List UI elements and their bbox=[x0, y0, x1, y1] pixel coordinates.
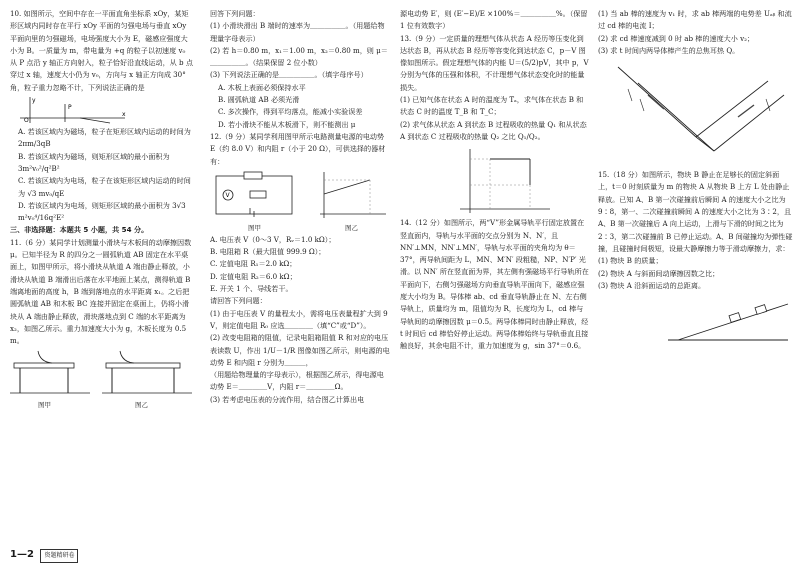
q12-prompt: 请回答下列问题： bbox=[210, 296, 267, 306]
q11-option-b: B. 圆弧轨道 AB 必须光滑 bbox=[218, 95, 300, 105]
q11-part-1: (1) 小滑块滑出 B 端时的速率为＿＿＿＿＿。（用题给物理量字母表示） bbox=[210, 21, 385, 43]
figure-q14-rails bbox=[598, 59, 793, 167]
column-1 bbox=[10, 8, 193, 411]
figure-q10-axes bbox=[10, 96, 193, 124]
q12-part-1: (1) 由于电压表 V 的量程太小，需将电压表量程扩大到 9 V，则定值电阻 R₀ 应选＿＿＿＿（填“C”或“D”）。 bbox=[210, 308, 388, 330]
equipment-d: D. 定值电阻 R₂＝6.0 kΩ； bbox=[210, 271, 297, 281]
brand-label: 资题精研卷 bbox=[40, 549, 78, 563]
q11-part-3: (3) 下列说法正确的是＿＿＿＿＿。（填字母序号） bbox=[210, 70, 368, 80]
column-3 bbox=[400, 8, 590, 353]
q13-pv-diagram bbox=[400, 145, 590, 215]
page-footer bbox=[10, 549, 78, 563]
svg-text:y: y bbox=[32, 97, 36, 105]
option-10b: B. 若该区域内为磁场，则矩形区域的最小面积为 3m²v₀²/q²B² bbox=[18, 151, 170, 173]
figure-q12 bbox=[210, 170, 390, 232]
q12-part-2: (2) 改变电阻箱的阻值，记录电阻箱阻值 R 和对应的电压表读数 U，作出 1/U－1/R 图像如图乙所示，则电源的电动势 E 和内阻 r 分别为＿＿＿， bbox=[210, 333, 390, 367]
question-15: 15.（18 分）如图所示，物块 B 静止在足够长的固定斜面上，t＝0 时刻质量为 m 的物块 A 从物块 B 上方 L 处由静止释放。已知 A、B 第一次碰撞前后瞬间 A 的速度大小之比为 9∶8，第一、二次碰撞前瞬间 A 的速度大小之比为 3∶2，且 A、B 第一次碰撞后 A 向上运动，上滑与下滑的时间之比为 2∶3，第二次碰撞前 B 已停止运动。A、B 间碰撞均为弹性碰撞，且碰撞时间极短，设最大静摩擦力等于滑动摩擦力，求： bbox=[598, 170, 793, 253]
question-12: 12.（9 分）某同学利用图甲所示电路测量电源的电动势 E（约 8.0 V）和内阻 r（小于 20 Ω），可供选择的器材有： bbox=[210, 131, 386, 166]
figure-caption-a: 图甲 bbox=[38, 401, 51, 410]
question-13: 13.（9 分）一定质量的理想气体从状态 A 经历等压变化到达状态 B，再从状态 B 经历等容变化到达状态 C，p－V 图像如图所示。假定理想气体的内能 U＝(5/2)pV，其中 p，V 分别为气体的压强和体积，不计理想气体状态变化时的能量损失。 bbox=[400, 33, 589, 92]
equipment-a: A. 电压表 V（0～3 V，Rᵥ＝1.0 kΩ）； bbox=[210, 234, 336, 244]
figure-caption-b: 图乙 bbox=[135, 401, 148, 410]
option-10d: D. 若该区域内为电场，则矩形区域的最小面积为 3√3 m²v₀⁴/16q²E² bbox=[18, 200, 186, 223]
page-number: 1—2 bbox=[10, 549, 34, 560]
q15-part-3: (3) 物块 A 沿斜面运动的总距离。 bbox=[598, 280, 706, 290]
q15-part-1: (1) 物块 B 的质量； bbox=[598, 256, 663, 266]
equipment-c: C. 定值电阻 R₁＝2.0 kΩ； bbox=[210, 259, 297, 269]
svg-text:O: O bbox=[24, 117, 29, 125]
q11-prompt: 回答下列问题： bbox=[210, 9, 260, 18]
q12-circuit-and-graph bbox=[210, 170, 390, 222]
q12-part-3: (3) 若考虑电压表的分流作用，结合图乙计算出电 bbox=[210, 394, 365, 404]
q11-option-a: A. 木板上表面必须保持水平 bbox=[218, 82, 306, 92]
q11-part-2: (2) 若 h＝0.80 m，x₁＝1.00 m，x₂＝0.80 m，则 μ＝＿＿＿＿＿。（结果保留 2 位小数） bbox=[210, 45, 388, 68]
q15-incline-diagram bbox=[598, 294, 793, 344]
question-14: 14.（12 分）如图所示，两“V”形金属导轨平行固定放置在竖直面内，导轨与水平面的交点分别为 N、N′，且 NN′⊥MN，NN′⊥MN′，导轨与水平面的夹角均为 θ＝37°，两导轨间距为 L，MN、M′N′ 段粗糙，NP、N′P′ 光滑。以 NN′ 所在竖直面为界，其左侧有强磁场平行导轨所在平面向下，右侧匀强磁场方向垂直导轨平面向下，磁感应强度大小均为 B。导体棒 ab、cd 垂直导轨静止在 N、左右侧导轨上，质量均为 m，阻值均为 R，长度均为 L，cd 棒与导轨间的动摩擦因数 μ＝0.5。两导体棒同时由静止释放，经 t 时间后 cd 棒恰好停止运动。两导体棒始终与导轨垂直且接触良好，其余电阻不计，重力加速度为 g，sin 37°＝0.6。 bbox=[400, 218, 589, 351]
option-10c: C. 若该区域内为电场，粒子在该矩形区域内运动的时间为 √3 mv₀/qE bbox=[18, 176, 191, 198]
column-2 bbox=[210, 8, 390, 406]
q14-part-1: (1) 当 ab 棒的速度为 v₁ 时，求 ab 棒两端的电势差 Uₐᵦ 和流过 cd 棒的电流 I； bbox=[598, 9, 792, 31]
q14-part-2: (2) 求 cd 棒速度减到 0 时 ab 棒的速度大小 v₂； bbox=[598, 33, 755, 43]
q13-part-2: (2) 求气体从状态 A 到状态 B 过程吸收的热量 Q₁ 和从状态 A 到状态 C 过程吸收的热量 Q₂ 之比 Q₁/Q₂。 bbox=[400, 119, 587, 141]
question-10: 10. 如图所示，空间中存在一平面直角坐标系 xOy，某矩形区域内同时存在平行 xOy 平面的匀强电场与垂直 xOy 平面向里的匀强磁场，电场强度大小为 E，磁感应强度大小为 B。一质量为 m，带电量为 +q 的粒子以初速度 v₀ 从 P 点沿 y 轴正方向射入，粒子恰好沿直线运动，从 b 点穿过 x 轴，速度大小仍为 v₀，方向与 x 轴正方向成 30° 角，粒子重力忽略不计，下列说法正确的是 bbox=[10, 9, 193, 92]
question-11: 11.（6 分）某同学计划测量小滑块与木板间的动摩擦因数 μ。已知半径为 R 的四分之一圆弧轨道 AB 固定在水平桌面上，如图甲所示，将小滑块从轨道 A 端由静止释放，小滑块从轨道 B 端滑出后落在水平地面上某点，测得轨道 B 端离地面的高度 h，B 端到落地点的水平距离 x₁。之后把圆弧轨道 AB 和木板 BC 连接并固定在桌面上，仍将小滑块从 A 端由静止释放，滑块落地点到 C 端的水平距离为 x₂，如图乙所示。重力加速度大小为 g，木板长度为 0.5 m。 bbox=[10, 237, 192, 346]
option-10a: A. 若该区域内为磁场，粒子在矩形区域内运动的时间为 2πm/3qB bbox=[18, 127, 191, 149]
equipment-b: B. 电阻箱 R（最大阻值 999.9 Ω）； bbox=[210, 247, 326, 257]
svg-text:x: x bbox=[122, 111, 126, 119]
q11-option-d: D. 若小滑块不能从木板滑下，则不能测出 μ bbox=[218, 119, 356, 129]
q14-rails-diagram bbox=[598, 59, 793, 167]
figure-q15-incline bbox=[598, 294, 793, 344]
q15-part-2: (2) 物块 A 与斜面间动摩擦因数之比； bbox=[598, 268, 720, 278]
q12-part-2-cont: （用题给物理量的字母表示），根据图乙所示，得电源电动势 E＝＿＿＿＿V，内阻 r＝＿＿＿＿Ω。 bbox=[210, 370, 384, 392]
svg-text:P: P bbox=[68, 104, 72, 112]
column-4 bbox=[598, 8, 793, 346]
q13-part-1: (1) 已知气体在状态 A 时的温度为 Tₐ，求气体在状态 B 和状态 C 时的温度 T_B 和 T_C； bbox=[400, 95, 584, 117]
q14-part-3: (3) 求 t 时间内两导体棒产生的总焦耳热 Q。 bbox=[598, 45, 740, 55]
equipment-e: E. 开关 1 个、导线若干。 bbox=[210, 284, 293, 294]
q11-option-c: C. 多次操作，得到平均落点，能减小实验误差 bbox=[218, 107, 363, 117]
figure-q13-pv bbox=[400, 145, 590, 215]
q12-part-3-cont: 源电动势 E′，则 (E′−E)/E ×100%＝＿＿＿＿＿%。（保留 1 位有效数字） bbox=[400, 9, 588, 31]
section-heading-3: 三、非选择题：本题共 5 小题，共 54 分。 bbox=[10, 225, 149, 235]
svg-text:V: V bbox=[225, 191, 230, 199]
figure-caption-graph: 图乙 bbox=[345, 223, 358, 232]
figure-caption-circuit: 图甲 bbox=[248, 223, 261, 232]
q10-diagram bbox=[10, 96, 130, 124]
q11-apparatus-diagram bbox=[10, 349, 193, 399]
figure-q11 bbox=[10, 349, 193, 409]
